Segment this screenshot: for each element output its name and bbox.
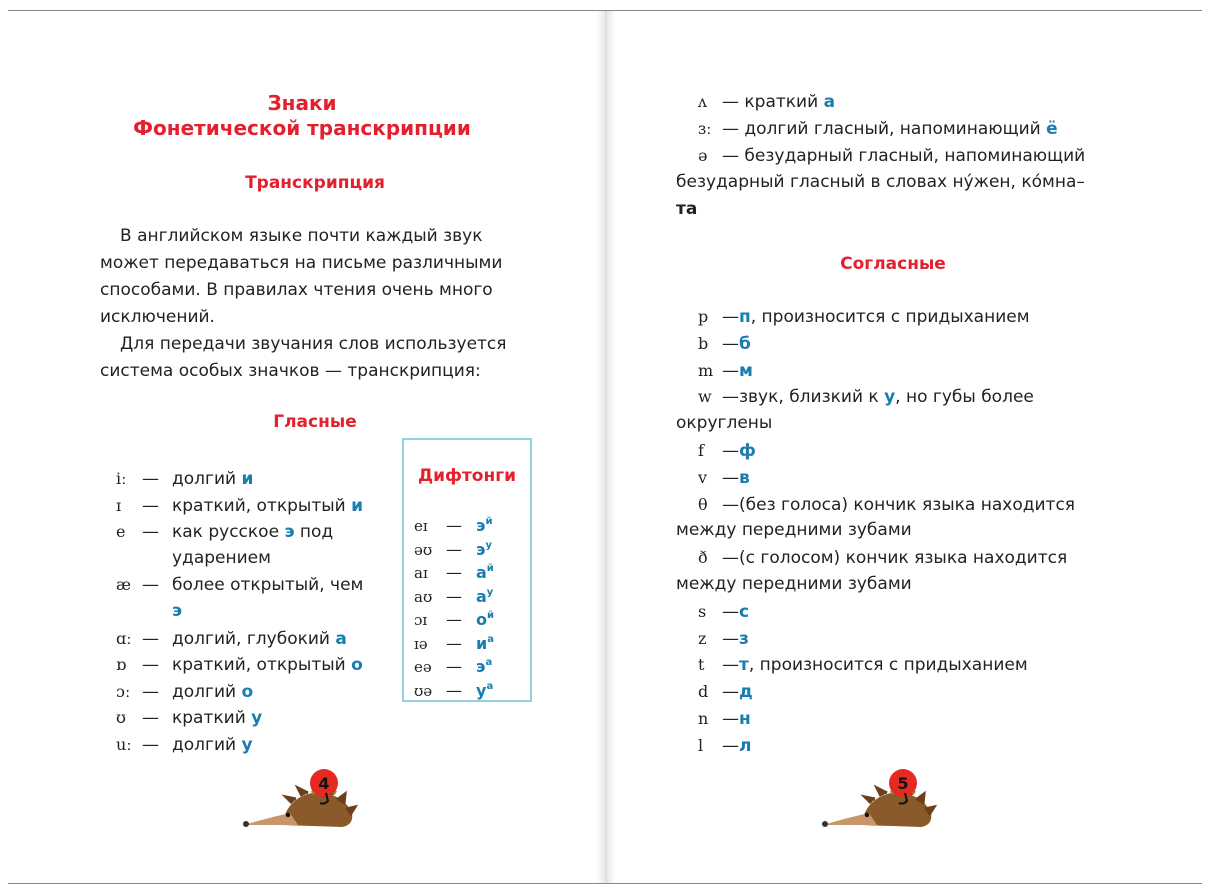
- dash: —: [722, 360, 739, 381]
- phonetic-symbol: ʌ: [698, 92, 708, 111]
- phonetic-symbol: uː: [116, 735, 132, 754]
- phonetic-symbol: ɪə: [414, 634, 428, 653]
- phonetic-symbol: f: [698, 441, 704, 460]
- dash: —: [722, 307, 739, 327]
- paragraph-2: Для передачи звучания слов используется система особых значков — транскрипция:: [100, 334, 507, 381]
- dash: —: [142, 628, 159, 649]
- vowel-description: долгий: [172, 735, 242, 755]
- consonant-row: [698, 437, 756, 465]
- vowel-description: более открытый, чем: [172, 575, 364, 596]
- russian-letter: ё: [1046, 119, 1058, 139]
- russian-letter: б: [739, 333, 751, 354]
- phonetic-symbol: θ: [698, 494, 708, 514]
- dash: —: [446, 610, 462, 629]
- consonant-row: [698, 544, 1067, 572]
- consonant-row: [698, 678, 753, 706]
- russian-letter: д: [739, 682, 753, 703]
- consonant-row: [698, 598, 749, 626]
- russian-superscript: а: [487, 633, 494, 645]
- dash: —: [722, 682, 739, 703]
- russian-letter: у: [241, 735, 253, 755]
- vowel-description: — долгий гласный, напоминающий: [722, 119, 1047, 139]
- consonant-row: [698, 303, 1030, 331]
- russian-letter: а: [476, 586, 487, 606]
- vowel-row: [116, 518, 333, 546]
- dash: —: [446, 657, 462, 676]
- dash: —: [142, 495, 159, 516]
- vowel-description: долгий: [172, 681, 242, 702]
- dash: —: [722, 601, 739, 622]
- phonetic-symbol: ʊ: [116, 708, 126, 728]
- phonetic-symbol: ɔɪ: [414, 611, 428, 629]
- dash: —: [722, 494, 739, 515]
- vowel-description: — безударный гласный, напоминающий: [722, 146, 1086, 166]
- russian-letter: т: [739, 655, 749, 676]
- russian-letter: в: [739, 467, 750, 488]
- book-spine: [596, 11, 616, 883]
- phonetic-symbol: l: [698, 735, 704, 755]
- right-page: [616, 11, 1202, 883]
- vowel-row: [116, 731, 253, 759]
- dash: —: [142, 469, 159, 489]
- consonant-description: , произносится с придыханием: [750, 307, 1030, 327]
- vowel-row: [116, 625, 347, 653]
- phonetic-symbol: aɪ: [414, 564, 428, 582]
- phonetic-symbol: z: [698, 628, 707, 648]
- russian-superscript: у: [485, 539, 493, 551]
- dash: —: [142, 681, 159, 702]
- vowel-description: долгий: [172, 469, 242, 489]
- phonetic-symbol: b: [698, 333, 709, 353]
- phonetic-symbol: m: [698, 360, 714, 380]
- russian-letter: ф: [739, 441, 756, 461]
- russian-letter: з: [739, 628, 749, 649]
- russian-superscript: й: [487, 610, 495, 621]
- phonetic-symbol: ɑː: [116, 628, 132, 648]
- russian-letter: э: [476, 539, 486, 559]
- russian-letter: у: [884, 387, 896, 408]
- vowel-row: [698, 115, 1058, 143]
- vowel-continuation-2: та: [676, 199, 698, 219]
- vowel-row: [116, 704, 262, 732]
- vowel-description: долгий, глубокий: [172, 628, 336, 649]
- phonetic-symbol: iː: [116, 469, 127, 488]
- phonetic-symbol: n: [698, 709, 709, 728]
- consonant-description: , но губы более: [895, 387, 1034, 408]
- russian-letter: а: [335, 628, 347, 649]
- consonant-row: [698, 330, 751, 358]
- consonant-row: [698, 732, 751, 760]
- russian-letter: э: [476, 516, 486, 535]
- vowel-description: как русское: [172, 522, 285, 543]
- dash: —: [142, 708, 159, 729]
- consonant-row: [698, 383, 1034, 411]
- russian-letter: о: [241, 681, 254, 702]
- vowel-row: [116, 651, 363, 679]
- vowel-description: краткий, открытый: [172, 495, 352, 516]
- phonetic-symbol: eə: [414, 658, 432, 676]
- vowel-row: [116, 465, 253, 493]
- consonant-row: [698, 625, 749, 653]
- dash: —: [722, 735, 739, 756]
- left-page: [8, 11, 596, 883]
- dash: —: [722, 628, 739, 649]
- vowel-description: ударением: [172, 547, 271, 568]
- phonetic-symbol: e: [116, 522, 126, 542]
- dash: —: [722, 655, 739, 676]
- hedgehog-illustration: [242, 763, 362, 833]
- russian-letter: м: [739, 360, 753, 381]
- consonant-description: между передними зубами: [676, 520, 912, 541]
- russian-superscript: а: [486, 680, 494, 692]
- consonant-row: [698, 705, 751, 733]
- phonetic-symbol: aʊ: [414, 587, 433, 606]
- consonant-description: (без голоса) кончик языка находится: [739, 494, 1076, 515]
- russian-letter: п: [739, 307, 751, 327]
- section-vowels-title: Гласные: [273, 412, 357, 432]
- dash: —: [722, 467, 739, 488]
- dash: —: [142, 735, 159, 755]
- russian-superscript: у: [486, 586, 494, 598]
- consonant-description: , произносится с придыханием: [748, 655, 1028, 676]
- dash: —: [722, 387, 739, 408]
- russian-letter: э: [476, 657, 486, 676]
- diphthongs-box: [402, 438, 532, 702]
- page-number: 4: [318, 774, 330, 793]
- consonant-row: [676, 410, 772, 437]
- consonant-description: округлены: [676, 413, 773, 434]
- consonant-description: звук, близкий к: [739, 387, 885, 408]
- vowel-description: — краткий: [722, 92, 824, 112]
- dash: —: [722, 548, 739, 569]
- consonant-row: [676, 571, 912, 598]
- russian-superscript: а: [485, 657, 493, 668]
- phonetic-symbol: ə: [698, 146, 708, 165]
- russian-letter: н: [739, 709, 751, 729]
- diphthongs-title: Дифтонги: [418, 466, 516, 486]
- vowel-row: [698, 142, 1085, 170]
- page-title: Знаки Фонетической транскрипции: [133, 91, 471, 140]
- russian-letter: и: [351, 495, 364, 516]
- russian-letter: о: [476, 610, 487, 629]
- vowel-description: краткий, открытый: [172, 655, 352, 676]
- russian-letter: о: [351, 655, 363, 676]
- consonant-row: [698, 651, 1028, 679]
- phonetic-symbol: ð: [698, 548, 708, 568]
- vowel-description: краткий: [172, 708, 252, 729]
- paragraph-1: В английском языке почти каждый звук может передаваться на письме различными способами. В правилах чтения очень много исключений.: [100, 226, 503, 327]
- russian-superscript: й: [485, 516, 493, 527]
- phonetic-symbol: ʊə: [414, 681, 433, 700]
- dash: —: [446, 680, 462, 700]
- dash: —: [142, 522, 159, 543]
- vowel-row: [116, 678, 253, 706]
- vowel-description: под: [294, 522, 334, 543]
- page-number: 5: [897, 774, 909, 793]
- phonetic-symbol: v: [698, 467, 708, 487]
- phonetic-symbol: d: [698, 682, 709, 702]
- russian-letter: э: [172, 601, 183, 621]
- russian-letter: а: [476, 563, 487, 582]
- phonetic-symbol: eɪ: [414, 517, 428, 535]
- section-consonants-title: Согласные: [840, 254, 946, 274]
- phonetic-symbol: æ: [116, 575, 132, 595]
- russian-letter: у: [251, 708, 263, 729]
- consonant-description: между передними зубами: [676, 574, 912, 594]
- vowel-row: [116, 598, 182, 625]
- vowel-row: [116, 571, 363, 599]
- phonetic-symbol: ɜː: [698, 119, 712, 138]
- phonetic-symbol: ɪ: [116, 495, 122, 515]
- phonetic-symbol: s: [698, 601, 707, 621]
- russian-superscript: й: [486, 563, 494, 574]
- consonant-row: [698, 491, 1075, 519]
- russian-letter: а: [823, 92, 836, 112]
- russian-letter: с: [739, 601, 750, 622]
- phonetic-symbol: p: [698, 307, 709, 326]
- dash: —: [446, 539, 462, 559]
- phonetic-symbol: ɒ: [116, 655, 127, 675]
- consonant-row: [698, 357, 753, 385]
- russian-letter: л: [739, 735, 752, 756]
- consonant-row: [676, 517, 912, 544]
- phonetic-symbol: əʊ: [414, 540, 433, 559]
- consonant-row: [698, 464, 750, 492]
- russian-letter: э: [284, 522, 295, 543]
- phonetic-symbol: t: [698, 655, 705, 675]
- russian-letter: и: [241, 469, 254, 489]
- russian-letter: у: [476, 680, 487, 700]
- section-transcription-title: Транскрипция: [245, 173, 385, 193]
- dash: —: [446, 633, 462, 653]
- russian-letter: и: [476, 633, 488, 653]
- dash: —: [446, 516, 462, 535]
- dash: —: [142, 655, 159, 676]
- dash: —: [722, 441, 739, 461]
- dash: —: [722, 709, 739, 729]
- dash: —: [722, 333, 739, 354]
- vowel-row: [116, 492, 363, 520]
- vowel-row: [698, 88, 835, 116]
- dash: —: [446, 586, 462, 606]
- hedgehog-illustration: [821, 763, 941, 833]
- vowel-row: [116, 545, 271, 572]
- diphthong-row: [414, 675, 493, 703]
- dash: —: [142, 575, 159, 596]
- phonetic-symbol: w: [698, 387, 712, 407]
- bottom-border: [8, 883, 1202, 884]
- consonant-description: (с голосом) кончик языка находится: [739, 548, 1068, 569]
- dash: —: [446, 563, 462, 582]
- vowel-continuation-1: безударный гласный в словах ну́жен, ко́мна–: [676, 172, 1085, 192]
- phonetic-symbol: ɔː: [116, 681, 131, 701]
